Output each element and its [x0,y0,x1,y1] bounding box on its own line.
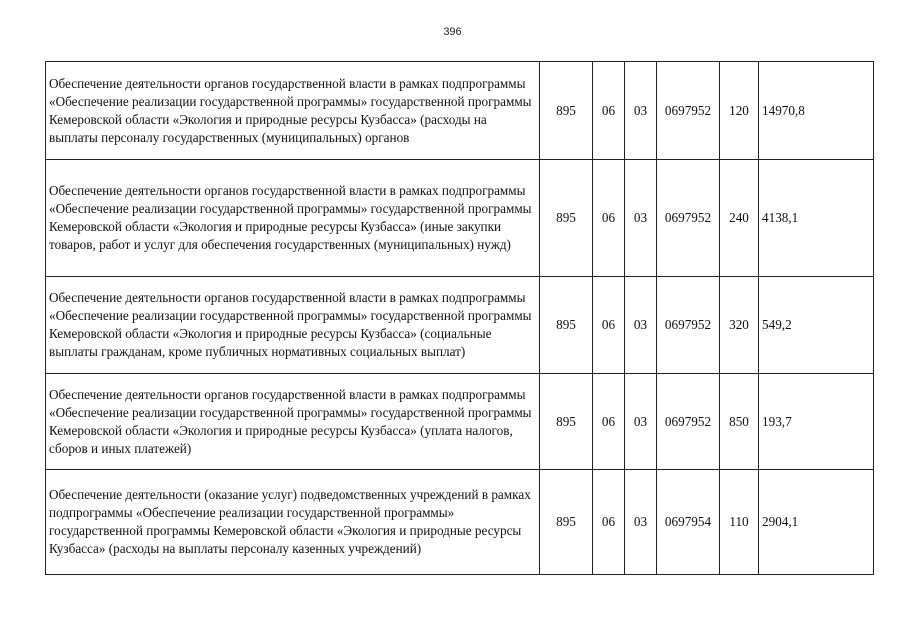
amount: 4138,1 [759,160,874,277]
section-code: 06 [593,470,625,575]
expense-type-code: 850 [720,374,759,470]
row-description: Обеспечение деятельности органов государственной власти в рамках подпрограммы «Обеспечение реализации государственной программы» государственной программы Кемеровской области «Экология и природные ресурсы Кузбасса» (социальные выплаты гражданам, кроме публичных нормативных социальных выплат) [46,277,540,374]
section-code: 06 [593,160,625,277]
amount: 193,7 [759,374,874,470]
ved-code: 895 [540,374,593,470]
ved-code: 895 [540,277,593,374]
section-code: 06 [593,62,625,160]
expense-type-code: 120 [720,62,759,160]
ved-code: 895 [540,160,593,277]
target-article-code: 0697954 [657,470,720,575]
target-article-code: 0697952 [657,374,720,470]
target-article-code: 0697952 [657,277,720,374]
section-code: 06 [593,277,625,374]
table-row [46,62,874,160]
table-row [46,277,874,374]
amount: 2904,1 [759,470,874,575]
expense-type-code: 320 [720,277,759,374]
subsection-code: 03 [625,374,657,470]
amount: 549,2 [759,277,874,374]
row-description: Обеспечение деятельности органов государственной власти в рамках подпрограммы «Обеспечение реализации государственной программы» государственной программы Кемеровской области «Экология и природные ресурсы Кузбасса» (расходы на выплаты персоналу государственных (муниципальных) органов [46,62,540,160]
subsection-code: 03 [625,470,657,575]
ved-code: 895 [540,470,593,575]
table-row [46,160,874,277]
table-row [46,374,874,470]
expense-type-code: 110 [720,470,759,575]
target-article-code: 0697952 [657,160,720,277]
ved-code: 895 [540,62,593,160]
section-code: 06 [593,374,625,470]
budget-table [45,61,874,575]
amount: 14970,8 [759,62,874,160]
page-number: 396 [443,26,462,38]
target-article-code: 0697952 [657,62,720,160]
subsection-code: 03 [625,62,657,160]
expense-type-code: 240 [720,160,759,277]
table-row [46,470,874,575]
subsection-code: 03 [625,160,657,277]
row-description: Обеспечение деятельности (оказание услуг) подведомственных учреждений в рамках подпрограммы «Обеспечение реализации государственной программы» государственной программы Кемеровской области «Экология и природные ресурсы Кузбасса» (расходы на выплаты персоналу казенных учреждений) [46,470,540,575]
subsection-code: 03 [625,277,657,374]
row-description: Обеспечение деятельности органов государственной власти в рамках подпрограммы «Обеспечение реализации государственной программы» государственной программы Кемеровской области «Экология и природные ресурсы Кузбасса» (уплата налогов, сборов и иных платежей) [46,374,540,470]
row-description: Обеспечение деятельности органов государственной власти в рамках подпрограммы «Обеспечение реализации государственной программы» государственной программы Кемеровской области «Экология и природные ресурсы Кузбасса» (иные закупки товаров, работ и услуг для обеспечения государственных (муниципальных) нужд) [46,160,540,277]
